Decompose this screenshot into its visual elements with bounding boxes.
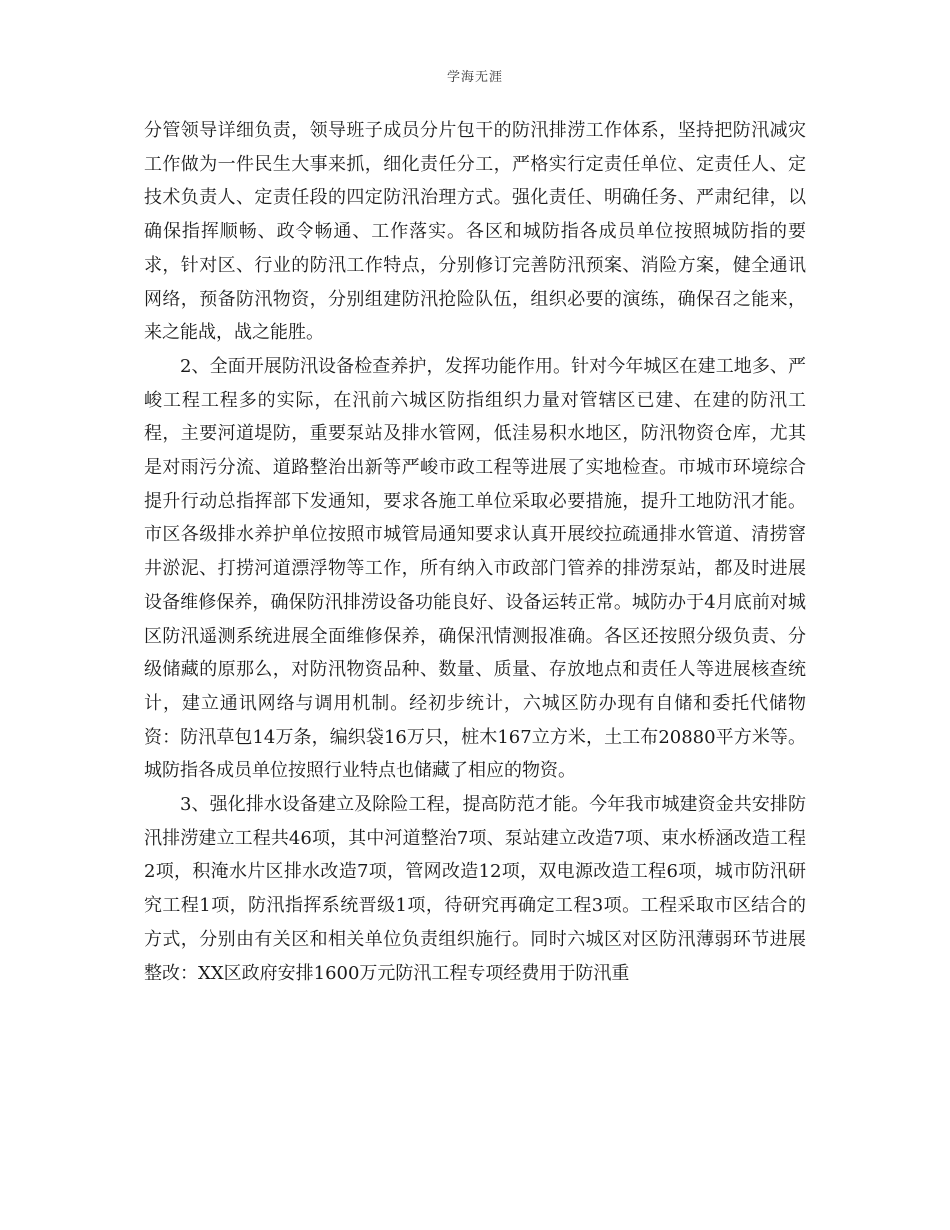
- paragraph-2: 2、全面开展防汛设备检查养护，发挥功能作用。针对今年城区在建工地多、严峻工程工程多的实际，在汛前六城区防指组织力量对管辖区已建、在建的防汛工程，主要河道堤防，重要泵站及排水管网，低洼易积水地区，防汛物资仓库，尤其是对雨污分流、道路整治出新等严峻市政工程等进展了实地检查。市城市环境综合提升行动总指挥部下发通知，要求各施工单位采取必要措施，提升工地防汛才能。市区各级排水养护单位按照市城管局通知要求认真开展绞拉疏通排水管道、清捞窨井淤泥、打捞河道漂浮物等工作，所有纳入市政部门管养的排涝泵站，都及时进展设备维修保养，确保防汛排涝设备功能良好、设备运转正常。城防办于4月底前对城区防汛遥测系统进展全面维修保养，确保汛情测报准确。各区还按照分级负责、分级储藏的原那么，对防汛物资品种、数量、质量、存放地点和责任人等进展核查统计，建立通讯网络与调用机制。经初步统计，六城区防办现有自储和委托代储物资：防汛草包14万条，编织袋16万只，桩木167立方米，土工布20880平方米等。城防指各成员单位按照行业特点也储藏了相应的物资。: [144, 355, 806, 782]
- paragraph-3: 3、强化排水设备建立及除险工程，提高防范才能。今年我市城建资金共安排防汛排涝建立工程共46项，其中河道整治7项、泵站建立改造7项、束水桥涵改造工程2项，积淹水片区排水改造7项，管网改造12项，双电源改造工程6项，城市防汛研究工程1项，防汛指挥系统晋级1项，待研究再确定工程3项。工程采取市区结合的方式，分别由有关区和相关单位负责组织施行。同时六城区对区防汛薄弱环节进展整改：XX区政府安排1600万元防汛工程专项经费用于防汛重: [144, 794, 806, 984]
- document-body: [144, 114, 806, 990]
- paragraph-1: 分管领导详细负责，领导班子成员分片包干的防汛排涝工作体系，坚持把防汛减灾工作做为一件民生大事来抓，细化责任分工，严格实行定责任单位、定责任人、定技术负责人、定责任段的四定防汛治理方式。强化责任、明确任务、严肃纪律，以确保指挥顺畅、政令畅通、工作落实。各区和城防指各成员单位按照城防指的要求，针对区、行业的防汛工作特点，分别修订完善防汛预案、消险方案，健全通讯网络，预备防汛物资，分别组建防汛抢险队伍，组织必要的演练，确保召之能来，来之能战，战之能胜。: [144, 120, 806, 344]
- page-header: 学海无涯: [446, 70, 503, 85]
